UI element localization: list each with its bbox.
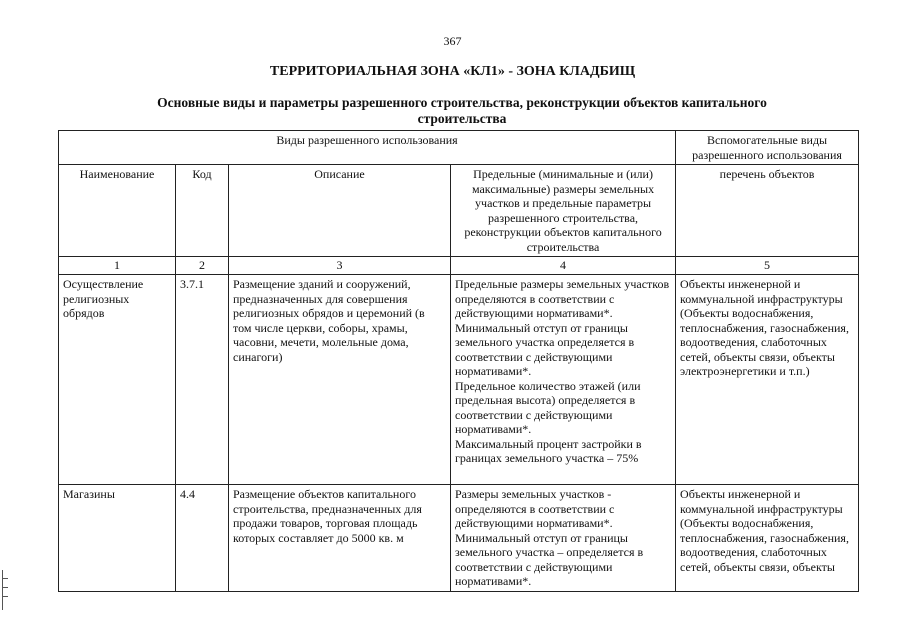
cell-auxiliary: Объекты инженерной и коммунальной инфраструктуры (Объекты водоснабжения, теплоснабжения, газоснабжения, водоотведения, слаботочных сетей, объекты связи, объекты	[676, 485, 859, 592]
column-number: 5	[676, 257, 859, 275]
margin-mark	[2, 570, 9, 610]
parameter-line: Предельное количество этажей (или предельная высота) определяется в соответствии с действующими нормативами*.	[455, 378, 641, 436]
group-header-row	[59, 131, 859, 165]
table-row	[59, 275, 859, 485]
cell-parameters	[451, 485, 676, 592]
column-header-description: Описание	[229, 165, 451, 257]
column-header-parameters: Предельные (минимальные и (или) максимальные) размеры земельных участков и предельные параметры разрешенного строительства, реконструкции объектов капитального строительства	[451, 165, 676, 257]
cell-name: Осуществление религиозных обрядов	[59, 275, 176, 485]
column-number: 4	[451, 257, 676, 275]
cell-description: Размещение объектов капитального строительства, предназначенных для продажи товаров, торговая площадь которых составляет до 5000 кв. м	[229, 485, 451, 592]
page-number: 367	[443, 34, 462, 48]
cell-description: Размещение зданий и сооружений, предназначенных для совершения религиозных обрядов и церемоний (в том числе церкви, соборы, храмы, часовни, мечети, молельные дома, синагоги)	[229, 275, 451, 485]
parameter-line: Минимальный отступ от границы земельного участка – определяется в соответствии с действующими нормативами*.	[455, 530, 644, 588]
parameter-line: Предельные размеры земельных участков определяются в соответствии с действующими нормативами*.	[455, 277, 670, 320]
column-number: 2	[176, 257, 229, 275]
column-number: 3	[229, 257, 451, 275]
group-header-main: Виды разрешенного использования	[59, 131, 676, 165]
parameter-line: Максимальный процент застройки в границах земельного участка – 75%	[455, 436, 642, 465]
parameter-line: Размеры земельных участков - определяются в соответствии с действующими нормативами*.	[455, 487, 615, 530]
column-header-objects: перечень объектов	[676, 165, 859, 257]
parameter-line: Минимальный отступ от границы земельного участка определяется в соответствии с действующими нормативами*.	[455, 320, 635, 378]
column-header-name: Наименование	[59, 165, 176, 257]
group-header-aux: Вспомогательные виды разрешенного использования	[676, 131, 859, 165]
column-header-row	[59, 165, 859, 257]
cell-parameters	[451, 275, 676, 485]
cell-code: 4.4	[176, 485, 229, 592]
column-number-row	[59, 257, 859, 275]
cell-auxiliary: Объекты инженерной и коммунальной инфраструктуры (Объекты водоснабжения, теплоснабжения, газоснабжения, водоотведения, слаботочных сетей, объекты связи, объекты электроэнергетики и т.п.)	[676, 275, 859, 485]
document-title: ТЕРРИТОРИАЛЬНАЯ ЗОНА «КЛ1» - ЗОНА КЛАДБИЩ	[269, 64, 636, 79]
cell-name: Магазины	[59, 485, 176, 592]
column-header-code: Код	[176, 165, 229, 257]
cell-code: 3.7.1	[176, 275, 229, 485]
column-number: 1	[59, 257, 176, 275]
table-row	[59, 485, 859, 592]
zoning-table	[58, 130, 859, 592]
document-subtitle: Основные виды и параметры разрешенного строительства, реконструкции объектов капитального строительства	[157, 95, 767, 126]
